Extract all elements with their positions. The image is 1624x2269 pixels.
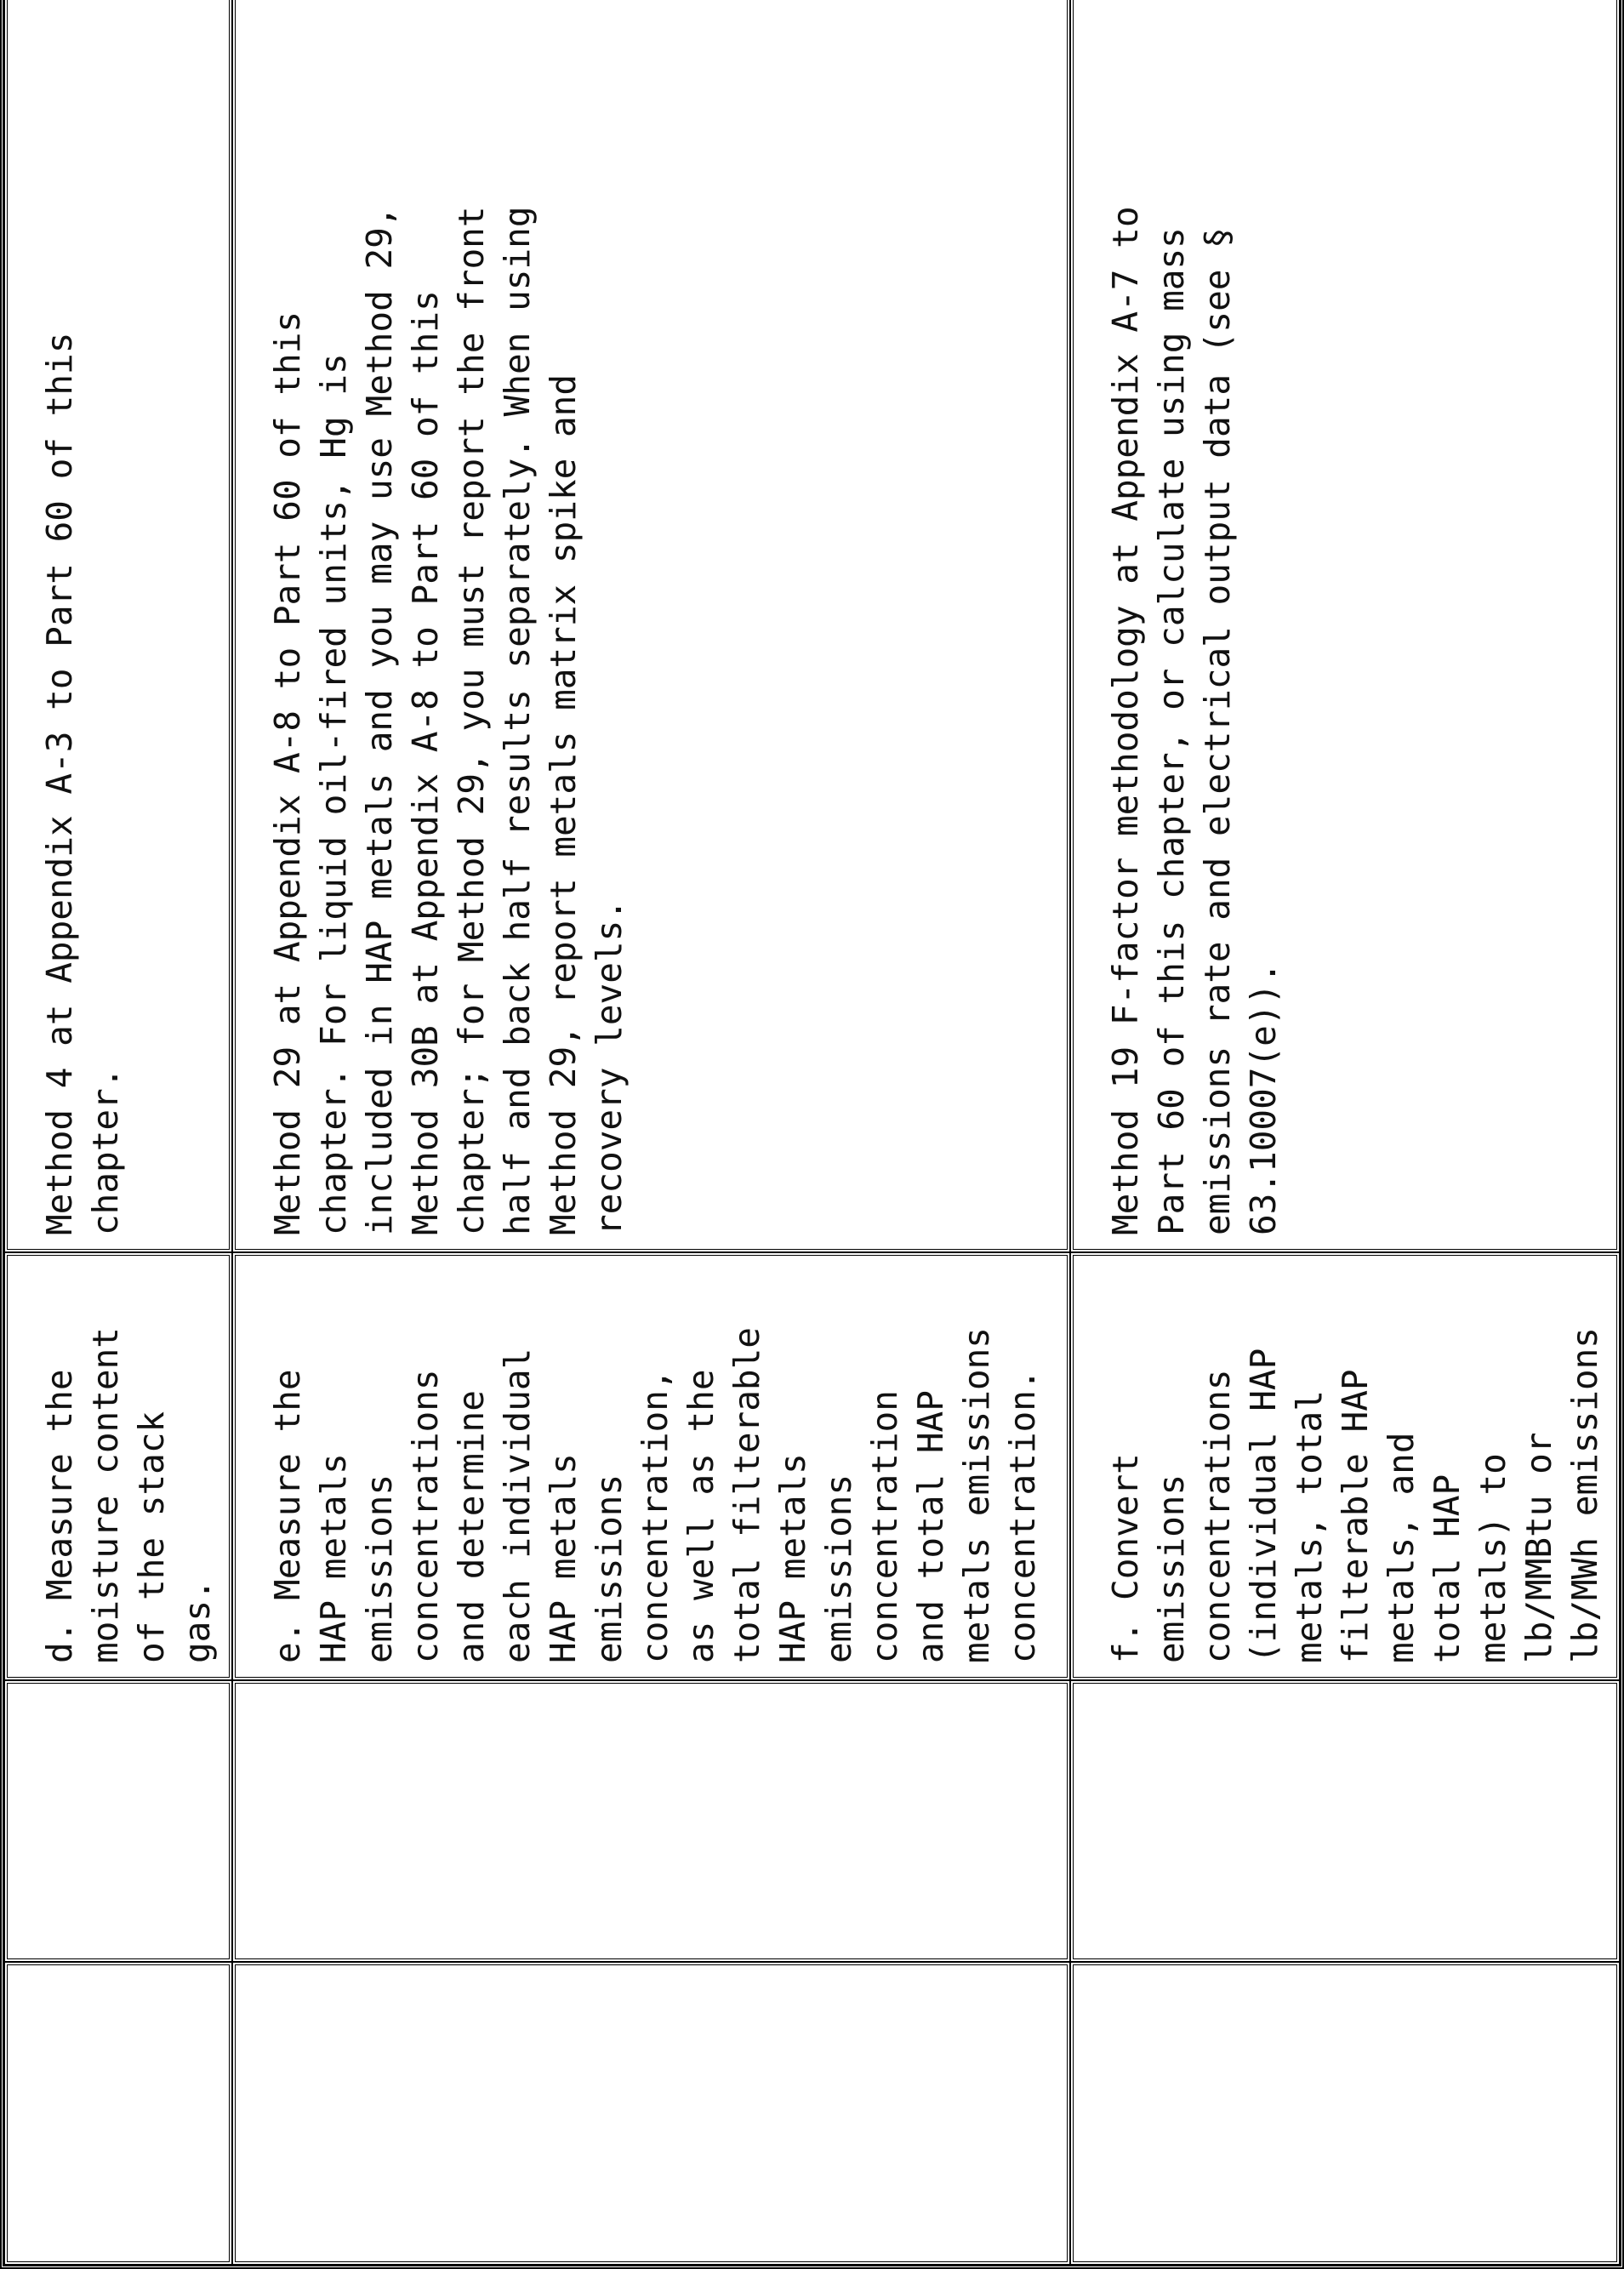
row-3-method-cell: Method 19 F-factor methodology at Appendix A-7 to Part 60 of this chapter, or calculate using mass emissions rate and electrical output data (see § 63.10007(e)). [1070,0,1620,1252]
row-1-step-cell: d. Measure the moisture content of the stack gas. [4,1252,232,1680]
row-2-col-1-cell [232,1962,1070,2265]
row-3-col-2-cell [1070,1680,1620,1962]
row-3-col-1-cell [1070,1962,1620,2265]
row-2-step-cell: e. Measure the HAP metals emissions concentrations and determine each individual HAP metals emissions concentration, as well as the total filterable HAP metals emissions concentration and total HAP metals emissions concentration. [232,1252,1070,1680]
row-1-col-1-cell [4,1962,232,2265]
table-row [1070,0,1620,2265]
row-2-col-2-cell [232,1680,1070,1962]
row-3-step-cell: f. Convert emissions concentrations (individual HAP metals, total filterable HAP metals, and total HAP metals) to lb/MMBtu or lb/MWh emissions [1070,1252,1620,1680]
row-1-method-cell: Method 4 at Appendix A-3 to Part 60 of this chapter. [4,0,232,1252]
table-row [4,0,232,2265]
table-row [232,0,1070,2265]
row-1-col-2-cell [4,1680,232,1962]
row-2-method-cell: Method 29 at Appendix A-8 to Part 60 of this chapter. For liquid oil-fired units, Hg is included in HAP metals and you may use Method 29, Method 30B at Appendix A-8 to Part 60 of this chapter; for Method 29, you must report the front half and back half results separately. When using Method 29, report metals matrix spike and recovery levels. [232,0,1070,1252]
